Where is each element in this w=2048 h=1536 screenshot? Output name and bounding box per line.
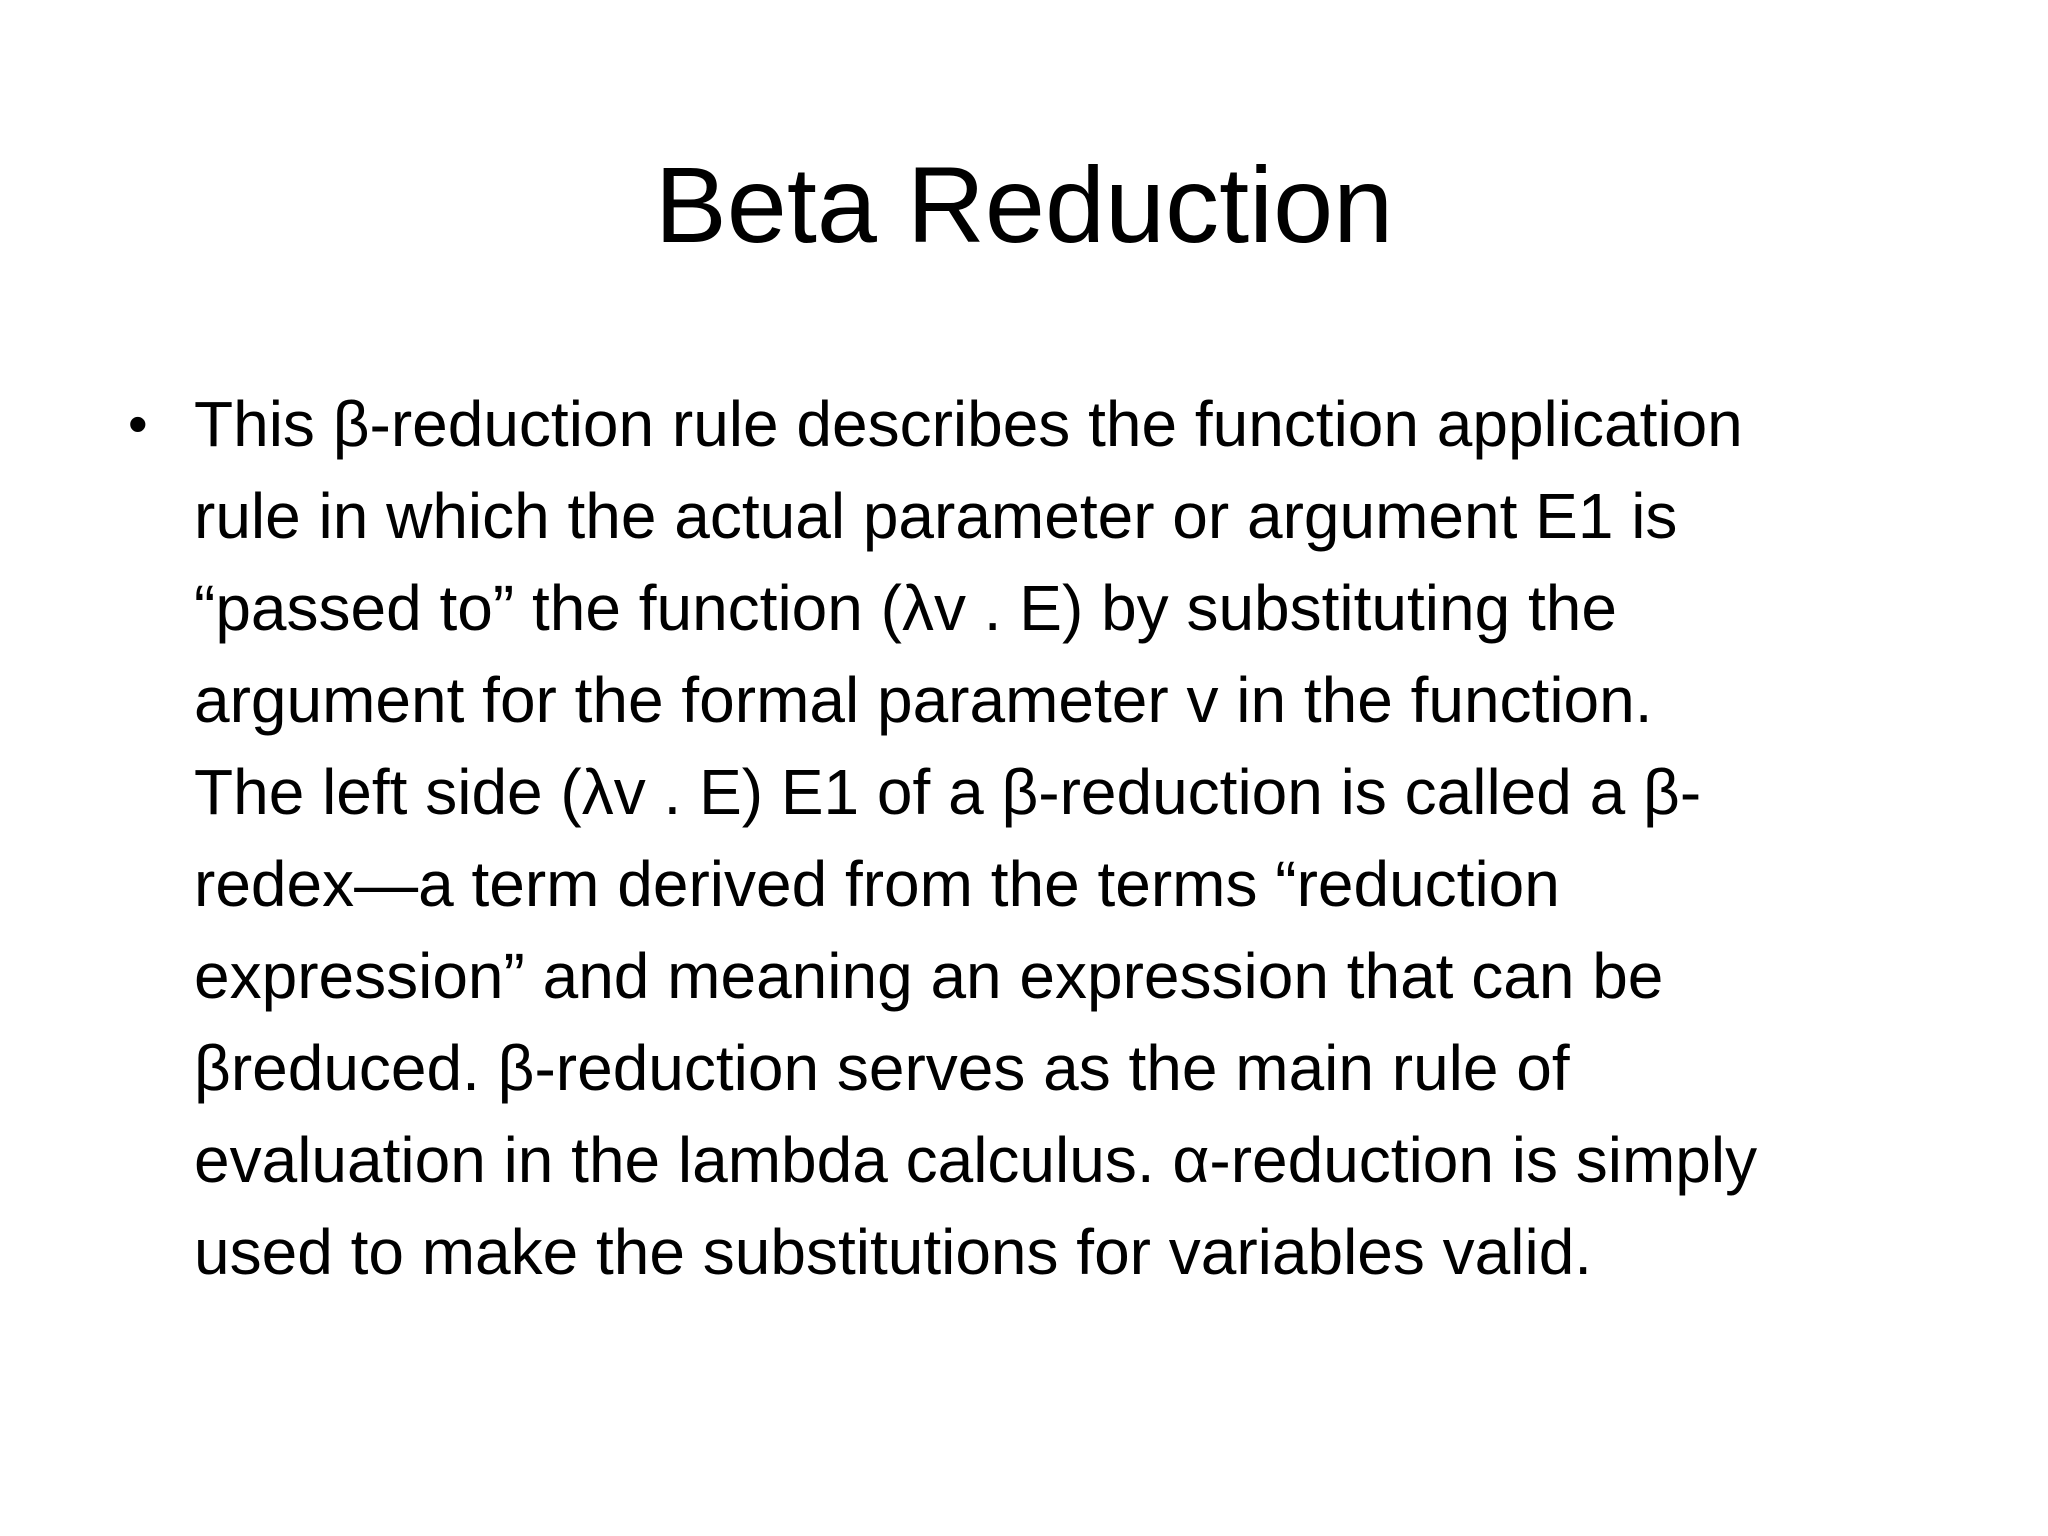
bullet-text-line: The left side (λv . E) E1 of a β-reduction is called a β- — [194, 756, 1702, 828]
bullet-text-line: This β-reduction rule describes the function application — [194, 388, 1743, 460]
bullet-dot-icon: • — [128, 392, 148, 455]
bullet-text-line: “passed to” the function (λv . E) by substituting the — [194, 572, 1617, 644]
bullet-text-line: used to make the substitutions for variables valid. — [194, 1216, 1593, 1288]
bullet-text-line: redex—a term derived from the terms “reduction — [194, 848, 1560, 920]
slide-body — [120, 378, 1940, 1298]
bullet-item — [120, 378, 1940, 1298]
bullet-text-line: argument for the formal parameter v in the function. — [194, 664, 1653, 736]
slide-title: Beta Reduction — [654, 144, 1394, 265]
bullet-text-line: βreduced. β-reduction serves as the main rule of — [194, 1032, 1570, 1104]
bullet-text-line: expression” and meaning an expression that can be — [194, 940, 1664, 1012]
bullet-text-line: evaluation in the lambda calculus. α-reduction is simply — [194, 1124, 1758, 1196]
bullet-text-line: rule in which the actual parameter or argument E1 is — [194, 480, 1678, 552]
